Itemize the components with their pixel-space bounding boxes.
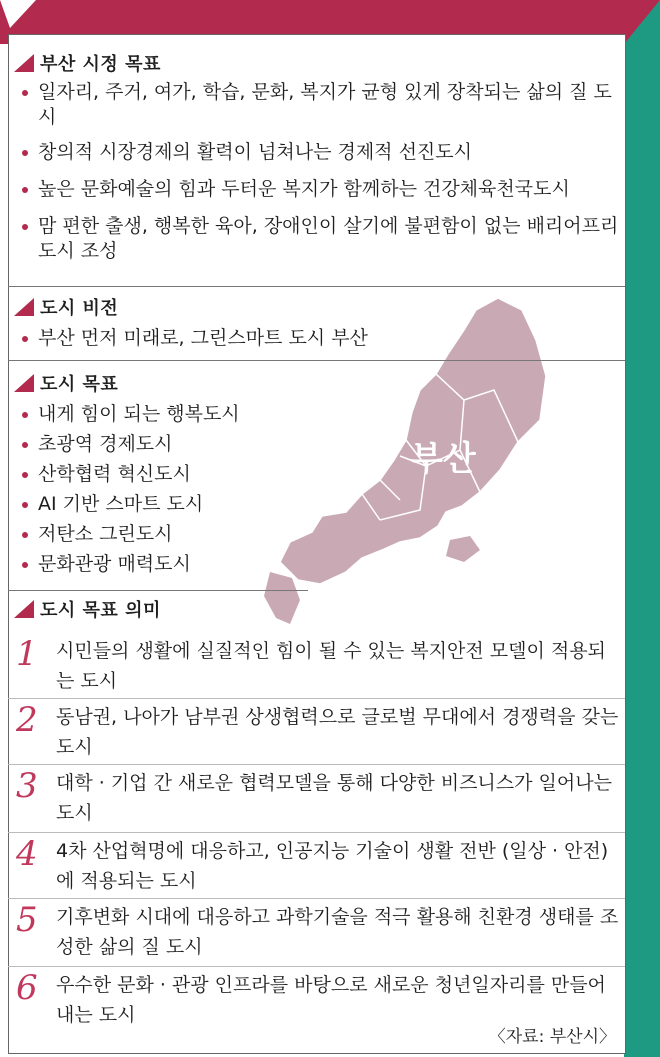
map-label: 부산 (410, 439, 476, 479)
list-item: 내게 힘이 되는 행복도시 (14, 402, 624, 427)
section-header (14, 292, 624, 322)
item-number: 3 (16, 766, 38, 806)
item-number: 2 (16, 700, 38, 740)
list-item: 초광역 경제도시 (14, 432, 624, 457)
list-item: 문화관광 매력도시 (14, 552, 624, 577)
list-item: 부산 먼저 미래로, 그린스마트 도시 부산 (14, 326, 624, 351)
list-item: 창의적 시장경제의 활력이 넘쳐나는 경제적 선진도시 (14, 140, 624, 165)
item-text: 우수한 문화 · 관광 인프라를 바탕으로 새로운 청년일자리를 만들어 내는 도시 (56, 974, 606, 1026)
bullet-icon (22, 187, 28, 193)
divider (8, 360, 625, 361)
section-city-goals (14, 368, 624, 577)
item-number: 1 (16, 634, 38, 674)
section-vision (14, 292, 624, 351)
section-city-goals-policy (14, 48, 624, 264)
list-item: 일자리, 주거, 여가, 학습, 문화, 복지가 균형 있게 장착되는 삶의 질 도시 (14, 80, 624, 130)
section-title: 도시 비전 (40, 298, 119, 319)
divider (8, 286, 625, 287)
meaning-item (10, 834, 624, 896)
item-number: 6 (16, 968, 38, 1008)
section-title: 부산 시정 목표 (40, 54, 161, 75)
bullet-icon (22, 336, 28, 342)
triangle-icon (14, 298, 34, 316)
section-goal-meaning (14, 594, 624, 624)
item-text: 동남권, 나아가 남부권 상생협력으로 글로벌 무대에서 경쟁력을 갖는 도시 (56, 706, 619, 758)
list-item: 높은 문화예술의 힘과 두터운 복지가 함께하는 건강체육천국도시 (14, 177, 624, 202)
bullet-icon (22, 412, 28, 418)
section-header (14, 594, 624, 624)
side-band (624, 0, 660, 1057)
section-header (14, 368, 624, 398)
list-item: 저탄소 그린도시 (14, 522, 624, 547)
divider (8, 590, 308, 591)
bullet-icon (22, 90, 28, 96)
divider (8, 698, 625, 699)
triangle-icon (14, 374, 34, 392)
section-title: 도시 목표 의미 (40, 600, 161, 621)
item-number: 4 (16, 834, 38, 874)
meaning-item (10, 700, 624, 762)
divider (8, 832, 625, 833)
triangle-icon (14, 54, 34, 72)
item-text: 기후변화 시대에 대응하고 과학기술을 적극 활용해 친환경 생태를 조성한 삶의 질 도시 (56, 906, 619, 958)
meaning-item (10, 766, 624, 828)
corner-fold (624, 0, 660, 44)
bullet-icon (22, 472, 28, 478)
divider (8, 966, 625, 967)
list-item: 맘 편한 출생, 행복한 육아, 장애인이 살기에 불편함이 없는 배리어프리 도시 조성 (14, 214, 624, 264)
triangle-icon (14, 600, 34, 618)
bullet-icon (22, 224, 28, 230)
item-text: 4차 산업혁명에 대응하고, 인공지능 기술이 생활 전반 (일상 · 안전)에 적용되는 도시 (56, 840, 609, 892)
item-text: 시민들의 생활에 실질적인 힘이 될 수 있는 복지안전 모델이 적용되는 도시 (56, 640, 606, 692)
divider (8, 764, 625, 765)
list-item: AI 기반 스마트 도시 (14, 492, 624, 517)
bullet-icon (22, 150, 28, 156)
source-caption: 〈자료: 부산시〉 (488, 1027, 616, 1047)
bullet-icon (22, 532, 28, 538)
section-header (14, 48, 624, 78)
meaning-item (10, 900, 624, 962)
section-title: 도시 목표 (40, 374, 119, 395)
meaning-item (10, 968, 624, 1030)
bullet-icon (22, 442, 28, 448)
divider (8, 898, 625, 899)
meaning-item (10, 634, 624, 696)
item-number: 5 (16, 900, 38, 940)
item-text: 대학 · 기업 간 새로운 협력모델을 통해 다양한 비즈니스가 일어나는 도시 (56, 772, 612, 824)
list-item: 산학협력 혁신도시 (14, 462, 624, 487)
bullet-icon (22, 562, 28, 568)
bullet-icon (22, 502, 28, 508)
